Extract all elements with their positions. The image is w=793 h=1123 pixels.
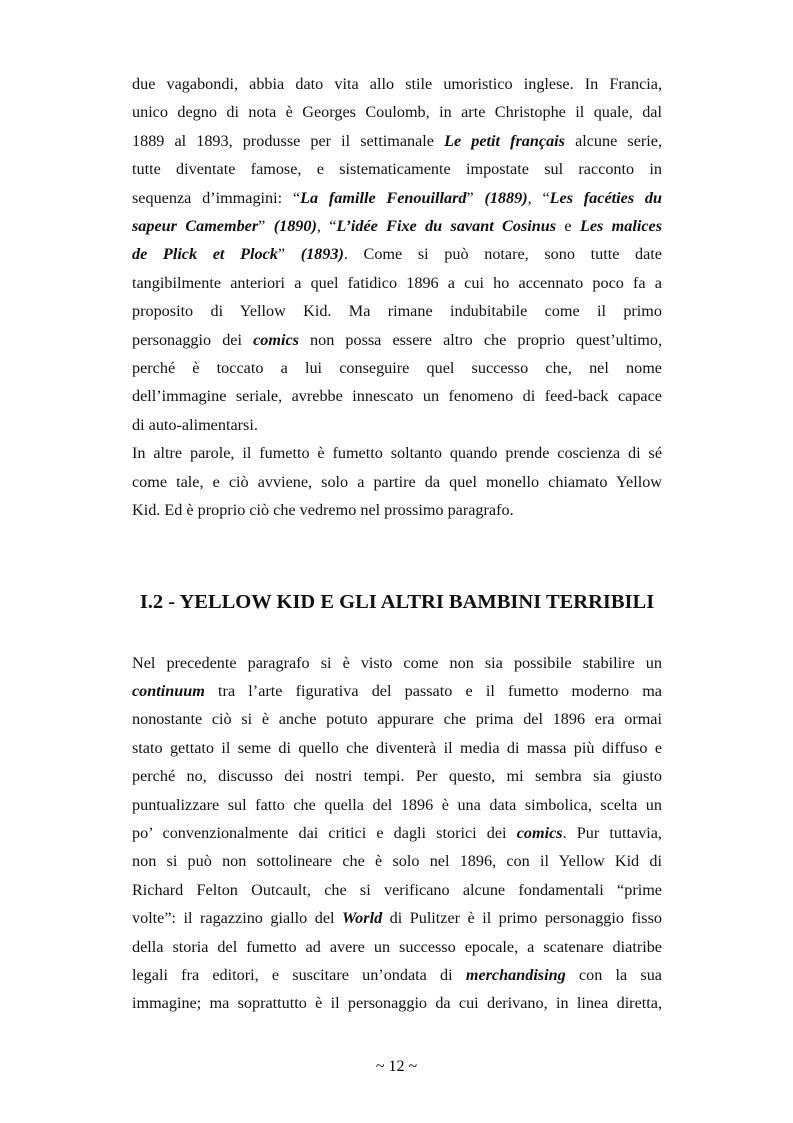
emphasis-title: Les malices: [579, 217, 663, 236]
text-line: de Plick et Plock” (1893). Come si può notare, sono tutte date: [132, 245, 662, 264]
text-line: tangibilmente anteriori a quel fatidico 1896 a cui ho accennato poco fa a: [132, 273, 662, 292]
text-line: immagine; ma soprattutto è il personaggio da cui derivano, in linea diretta,: [132, 994, 662, 1013]
paragraph-yellow-kid: [132, 649, 662, 1018]
text-line: In altre parole, il fumetto è fumetto soltanto quando prende coscienza di sé: [132, 444, 662, 463]
text-line: Kid. Ed è proprio ciò che vedremo nel prossimo paragrafo.: [132, 501, 514, 520]
text-line: unico degno di nota è Georges Coulomb, in arte Christophe il quale, dal: [132, 103, 662, 122]
emphasis-title: de Plick et Plock: [132, 245, 278, 264]
paragraph-christophe: [132, 70, 662, 439]
text-line: sequenza d’immagini: “La famille Fenouillard” (1889), “Les facéties du: [132, 188, 662, 207]
text-line: proposito di Yellow Kid. Ma rimane indubitabile come il primo: [132, 302, 662, 321]
page-number: ~ 12 ~: [375, 1058, 418, 1075]
text-line: Nel precedente paragrafo si è visto come non sia possibile stabilire un: [132, 653, 662, 672]
emphasis-term: merchandising: [465, 965, 566, 984]
text-line: perché è toccato a lui conseguire quel successo che, nel nome: [132, 359, 662, 378]
text-line: legali fra editori, e suscitare un’ondata di merchandising con la sua: [132, 965, 662, 984]
emphasis-term: comics: [253, 330, 299, 349]
text-line: della storia del fumetto ad avere un successo epocale, a scatenare diatribe: [132, 937, 662, 956]
text-line: personaggio dei comics non possa essere altro che proprio quest’ultimo,: [132, 330, 662, 349]
paragraph-conclusion: [132, 439, 662, 524]
document-page: [132, 70, 662, 1018]
text-line: puntualizzare sul fatto che quella del 1896 è una data simbolica, scelta un: [132, 795, 662, 814]
text-line: perché no, discusso dei nostri tempi. Per questo, mi sembra sia giusto: [132, 767, 662, 786]
text-line: di auto-alimentarsi.: [132, 415, 258, 434]
emphasis-term: continuum: [132, 681, 205, 700]
text-line: come tale, e ciò avviene, solo a partire da quel monello chiamato Yellow: [132, 472, 662, 491]
text-line: sapeur Camember” (1890), “L’idée Fixe du savant Cosinus e Les malices: [132, 217, 663, 236]
text-line: non si può non sottolineare che è solo nel 1896, con il Yellow Kid di: [132, 852, 662, 871]
text-line: stato gettato il seme di quello che diventerà il media di massa più diffuso e: [132, 738, 662, 757]
emphasis-title: sapeur Camember: [132, 217, 259, 236]
emphasis-year: (1893): [300, 245, 344, 264]
emphasis-year: (1889): [484, 188, 528, 207]
emphasis-term: World: [341, 909, 383, 928]
emphasis-title: Le petit français: [444, 131, 565, 150]
section-heading: I.2 - YELLOW KID E GLI ALTRI BAMBINI TERRIBILI: [139, 590, 655, 613]
emphasis-title: Les facéties du: [549, 188, 662, 207]
text-line: 1889 al 1893, produsse per il settimanale Le petit français alcune serie,: [132, 131, 662, 150]
text-line: po’ convenzionalmente dai critici e dagli storici dei comics. Pur tuttavia,: [132, 823, 662, 842]
text-line: tutte diventate famose, e sistematicamente impostate sul racconto in: [132, 160, 662, 179]
text-line: volte”: il ragazzino giallo del World di Pulitzer è il primo personaggio fisso: [132, 909, 662, 928]
text-line: dell’immagine seriale, avrebbe innescato un fenomeno di feed-back capace: [132, 387, 662, 406]
text-line: Richard Felton Outcault, che si verificano alcune fondamentali “prime: [132, 880, 662, 899]
emphasis-year: (1890): [273, 217, 317, 236]
emphasis-title: L’idée Fixe du savant Cosinus: [336, 217, 557, 236]
text-line: due vagabondi, abbia dato vita allo stile umoristico inglese. In Francia,: [132, 75, 662, 93]
text-line: continuum tra l’arte figurativa del passato e il fumetto moderno ma: [132, 681, 662, 700]
emphasis-title: La famille Fenouillard: [300, 188, 467, 207]
emphasis-term: comics: [516, 823, 563, 842]
text-line: nonostante ciò si è anche potuto appurare che prima del 1896 era ormai: [132, 710, 662, 729]
